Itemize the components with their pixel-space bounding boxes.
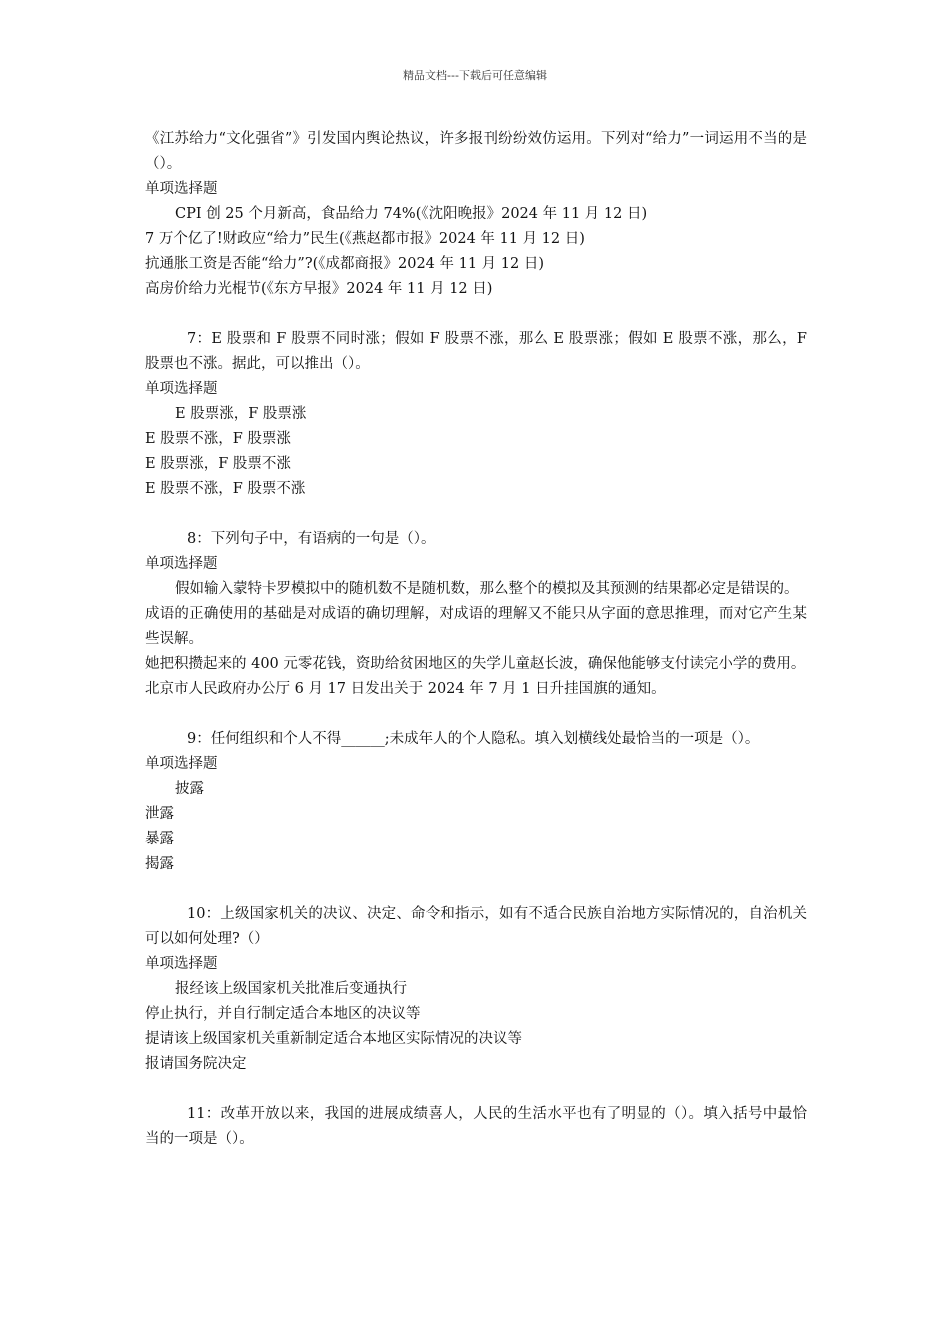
option: 成语的正确使用的基础是对成语的确切理解，对成语的理解又不能只从字面的意思推理，而对它产生某些误解。	[145, 606, 807, 647]
question-block	[145, 127, 807, 302]
option: E 股票涨，F 股票不涨	[145, 456, 291, 472]
question-list	[145, 127, 807, 1152]
question-stem: 8：下列句子中，有语病的一句是（）。	[187, 531, 436, 547]
option: CPI 创 25 个月新高，食品给力 74%(《沈阳晚报》2024 年 11 月 12 日)	[175, 206, 648, 222]
option: 北京市人民政府办公厅 6 月 17 日发出关于 2024 年 7 月 1 日升挂国旗的通知。	[145, 681, 666, 697]
question-type: 单项选择题	[145, 956, 218, 972]
question-block	[145, 902, 807, 1077]
option: E 股票涨，F 股票涨	[175, 406, 307, 422]
option: 她把积攒起来的 400 元零花钱，资助给贫困地区的失学儿童赵长波，确保他能够支付读完小学的费用。	[145, 656, 806, 672]
option: E 股票不涨，F 股票涨	[145, 431, 291, 447]
question-type: 单项选择题	[145, 556, 218, 572]
question-stem: 《江苏给力“文化强省”》引发国内舆论热议，许多报刊纷纷效仿运用。下列对“给力”一词运用不当的是（）。	[145, 131, 807, 172]
page-header: 精品文档---下载后可任意编辑	[403, 69, 547, 82]
question-type: 单项选择题	[145, 756, 218, 772]
option: 报经该上级国家机关批准后变通执行	[175, 981, 407, 997]
question-block	[145, 327, 807, 502]
option: 提请该上级国家机关重新制定适合本地区实际情况的决议等	[145, 1031, 522, 1047]
question-block	[145, 1102, 807, 1152]
question-stem: 10：上级国家机关的决议、决定、命令和指示，如有不适合民族自治地方实际情况的，自治机关可以如何处理?（）	[145, 906, 807, 947]
option: E 股票不涨，F 股票不涨	[145, 481, 306, 497]
question-block	[145, 527, 807, 702]
option: 抗通胀工资是否能“给力”?(《成都商报》2024 年 11 月 12 日)	[145, 256, 545, 272]
option: 暴露	[145, 831, 174, 847]
question-stem: 7：E 股票和 F 股票不同时涨；假如 F 股票不涨，那么 E 股票涨；假如 E 股票不涨，那么，F 股票也不涨。据此，可以推出（）。	[145, 331, 807, 372]
option: 报请国务院决定	[145, 1056, 247, 1072]
option: 停止执行，并自行制定适合本地区的决议等	[145, 1006, 421, 1022]
question-type: 单项选择题	[145, 381, 218, 397]
question-stem: 11：改革开放以来，我国的进展成绩喜人，人民的生活水平也有了明显的（）。填入括号中最恰当的一项是（）。	[145, 1106, 807, 1147]
option: 高房价给力光棍节(《东方早报》2024 年 11 月 12 日)	[145, 281, 493, 297]
option: 泄露	[145, 806, 174, 822]
option: 揭露	[145, 856, 174, 872]
question-block	[145, 727, 807, 877]
option: 假如输入蒙特卡罗模拟中的随机数不是随机数，那么整个的模拟及其预测的结果都必定是错误的。	[175, 581, 799, 597]
question-stem: 9：任何组织和个人不得______;未成年人的个人隐私。填入划横线处最恰当的一项是（）。	[187, 731, 760, 747]
question-type: 单项选择题	[145, 181, 218, 197]
option: 披露	[175, 781, 204, 797]
option: 7 万个亿了!财政应“给力”民生(《燕赵都市报》2024 年 11 月 12 日)	[145, 231, 585, 247]
